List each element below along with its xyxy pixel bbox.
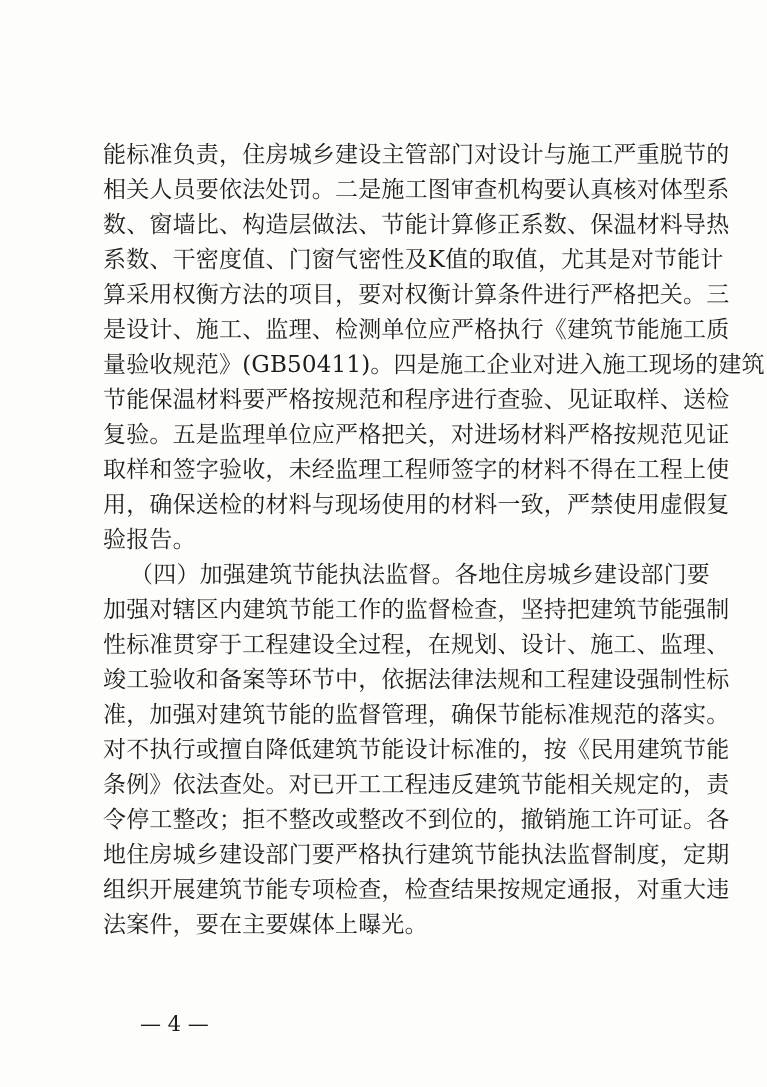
text-line: 法案件，要在主要媒体上曝光。 [103,912,428,938]
text-line: 竣工验收和备案等环节中，依据法律法规和工程建设强制性标 [103,667,730,693]
text-line: 是设计、施工、监理、检测单位应严格执行《建筑节能施工质 [103,317,730,343]
text-line: 算采用权衡方法的项目，要对权衡计算条件进行严格把关。三 [103,282,730,308]
text-line: 性标准贯穿于工程建设全过程，在规划、设计、施工、监理、 [103,632,730,658]
text-line: 地住房城乡建设部门要严格执行建筑节能执法监督制度，定期 [103,842,730,868]
text-line: 准，加强对建筑节能的监督管理，确保节能标准规范的落实。 [103,702,730,728]
text-line: 令停工整改；拒不整改或整改不到位的，撤销施工许可证。各 [103,807,730,833]
text-line: 条例》依法查处。对已开工工程违反建筑节能相关规定的，责 [103,772,730,798]
text-line: 数、窗墙比、构造层做法、节能计算修正系数、保温材料导热 [103,212,730,238]
text-line: 加强对辖区内建筑节能工作的监督检查，坚持把建筑节能强制 [103,597,730,623]
text-line: 对不执行或擅自降低建筑节能设计标准的，按《民用建筑节能 [103,737,730,763]
text-line: 组织开展建筑节能专项检查，检查结果按规定通报，对重大违 [103,877,730,903]
section-heading-line: （四）加强建筑节能执法监督。各地住房城乡建设部门要 [130,562,710,588]
text-line: 量验收规范》(GB50411)。四是施工企业对进入施工现场的建筑 [103,352,765,378]
page-number: — 4 — [140,1012,209,1036]
text-line: 相关人员要依法处罚。二是施工图审查机构要认真核对体型系 [103,177,730,203]
text-line: 验报告。 [103,527,196,553]
text-line: 系数、干密度值、门窗气密性及K值的取值，尤其是对节能计 [103,247,724,273]
body-text [103,138,765,943]
text-line: 复验。五是监理单位应严格把关，对进场材料严格按规范见证 [103,422,730,448]
text-line: 用，确保送检的材料与现场使用的材料一致，严禁使用虚假复 [103,492,730,518]
text-line: 节能保温材料要严格按规范和程序进行查验、见证取样、送检 [103,387,730,413]
text-line: 能标准负责，住房城乡建设主管部门对设计与施工严重脱节的 [103,142,730,168]
text-line: 取样和签字验收，未经监理工程师签字的材料不得在工程上使 [103,457,730,483]
